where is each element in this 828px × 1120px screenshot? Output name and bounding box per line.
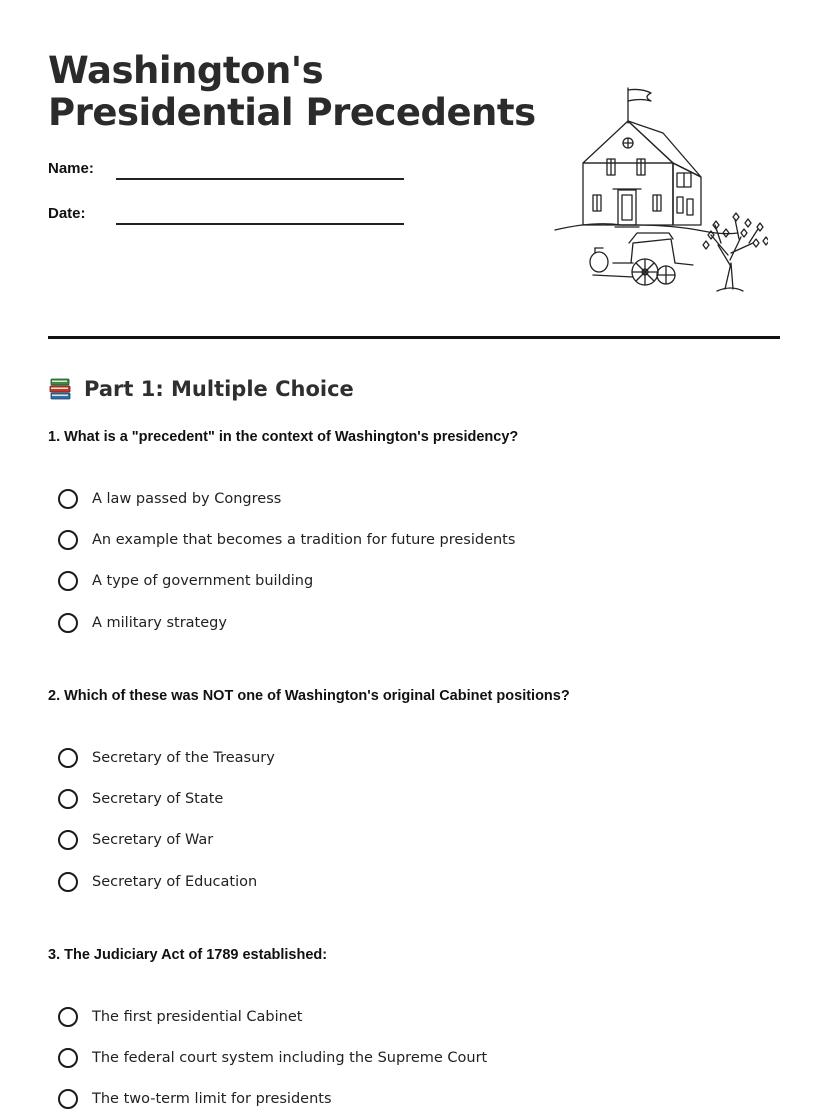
question-2-text: 2. Which of these was NOT one of Washington's original Cabinet positions?: [48, 688, 570, 704]
option-label: Secretary of State: [92, 791, 224, 808]
question-2-option-d[interactable]: [58, 861, 275, 902]
date-line[interactable]: [116, 223, 404, 225]
question-3: [48, 944, 780, 1108]
question-1-option-b[interactable]: [58, 519, 515, 560]
radio-button[interactable]: [58, 1089, 78, 1109]
worksheet-page: [48, 0, 780, 1118]
name-line[interactable]: [116, 178, 404, 180]
option-label: The federal court system including the Supreme Court: [92, 1050, 488, 1067]
option-label: A law passed by Congress: [92, 490, 282, 507]
radio-button[interactable]: [58, 530, 78, 550]
part1-heading: [48, 374, 354, 404]
radio-button[interactable]: [58, 748, 78, 768]
question-2: [48, 685, 780, 890]
radio-button[interactable]: [58, 872, 78, 892]
question-3-options: [58, 996, 487, 1120]
radio-button[interactable]: [58, 571, 78, 591]
question-1-options: [58, 478, 515, 644]
date-label: Date:: [48, 205, 86, 222]
title-line-2: Presidential Precedents: [48, 91, 536, 134]
option-label: Secretary of War: [92, 832, 214, 849]
radio-button[interactable]: [58, 489, 78, 509]
radio-button[interactable]: [58, 830, 78, 850]
question-3-option-a[interactable]: [58, 996, 487, 1037]
books-icon: [48, 376, 74, 402]
date-field[interactable]: [48, 205, 408, 229]
name-field[interactable]: [48, 160, 408, 184]
worksheet-header: [48, 0, 780, 340]
name-label: Name:: [48, 160, 94, 177]
question-1: [48, 426, 780, 631]
option-label: Secretary of Education: [92, 873, 258, 890]
question-3-option-c[interactable]: [58, 1079, 487, 1120]
option-label: A military strategy: [92, 614, 227, 631]
title-line-1: Washington's: [48, 49, 324, 92]
radio-button[interactable]: [58, 789, 78, 809]
question-1-option-a[interactable]: [58, 478, 515, 519]
option-label: An example that becomes a tradition for future presidents: [92, 532, 516, 549]
option-label: The two-term limit for presidents: [92, 1091, 332, 1108]
question-3-text: 3. The Judiciary Act of 1789 established:: [48, 947, 328, 963]
question-2-option-b[interactable]: [58, 778, 275, 819]
header-divider: [48, 336, 780, 339]
question-1-option-c[interactable]: [58, 561, 515, 602]
option-label: Secretary of the Treasury: [92, 749, 275, 766]
question-3-option-b[interactable]: [58, 1037, 487, 1078]
option-label: The first presidential Cabinet: [92, 1008, 303, 1025]
schoolhouse-illustration-icon: [553, 85, 768, 295]
question-1-option-d[interactable]: [58, 602, 515, 643]
question-2-option-a[interactable]: [58, 737, 275, 778]
radio-button[interactable]: [58, 1048, 78, 1068]
worksheet-title: [48, 50, 568, 134]
radio-button[interactable]: [58, 613, 78, 633]
question-2-option-c[interactable]: [58, 820, 275, 861]
question-1-text: 1. What is a "precedent" in the context of Washington's presidency?: [48, 429, 519, 445]
question-2-options: [58, 737, 275, 903]
radio-button[interactable]: [58, 1007, 78, 1027]
part1-title: Part 1: Multiple Choice: [84, 377, 354, 401]
option-label: A type of government building: [92, 573, 314, 590]
